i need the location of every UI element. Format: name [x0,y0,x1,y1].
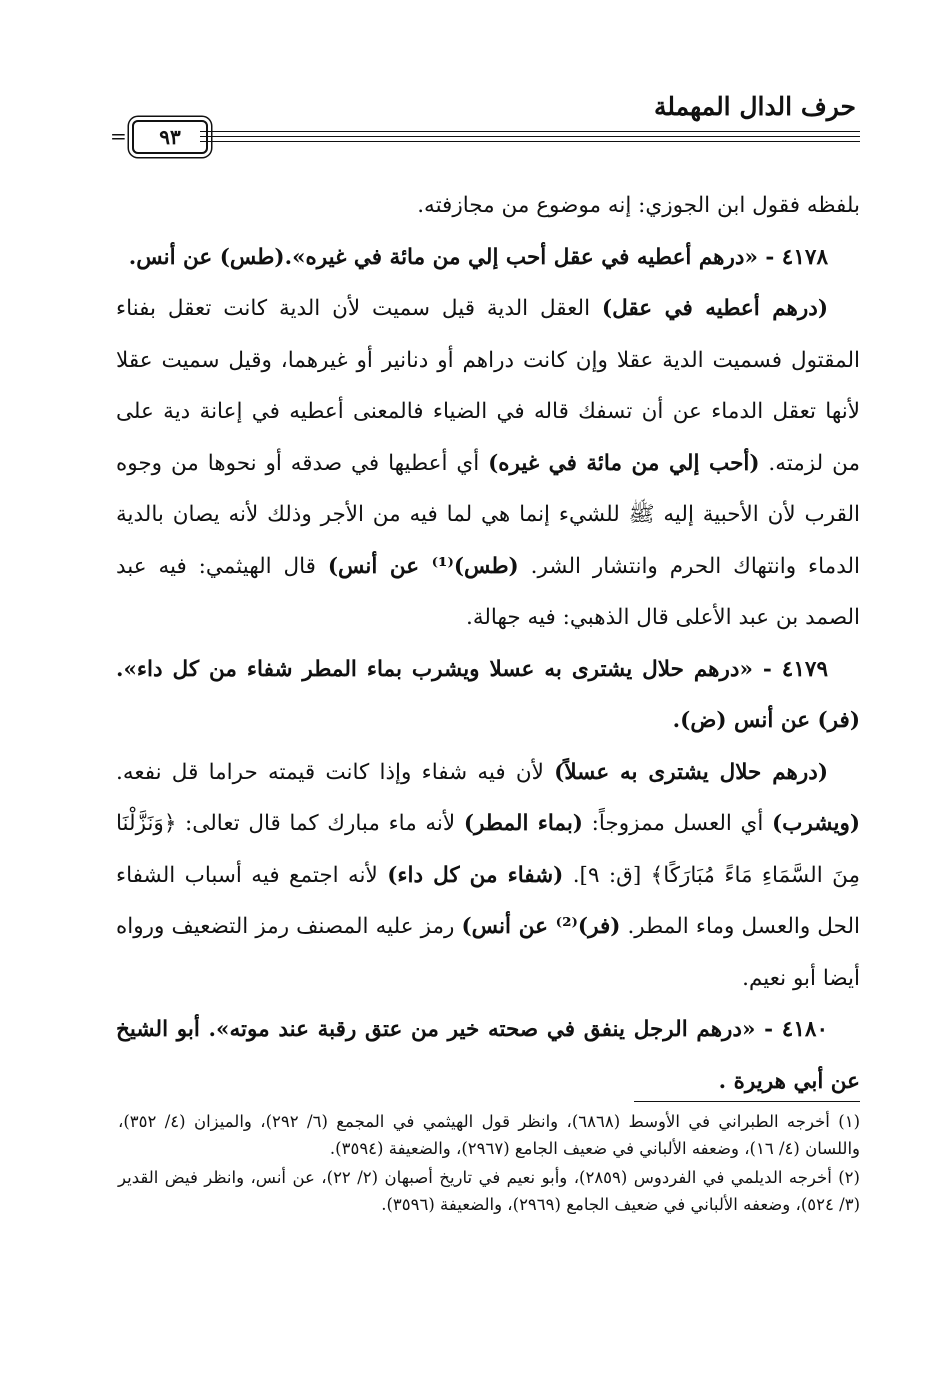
commentary-4179 [116,747,860,1005]
footnote-1: (١) أخرجه الطبراني في الأوسط (٦٨٦٨)، وانظر قول الهيثمي في المجمع (٦/ ٢٩٢)، والميزان (٤/ ٣٥٢)، واللسان (٤/ ١٦)، وضعفه الألباني في ضعيف الجامع (٢٩٦٧)، والضعيفة (٣٥٩٤). [118,1112,860,1158]
hadith-entry-4179: ٤١٧٩ - «درهم حلال يشترى به عسلا ويشرب بماء المطر شفاء من كل داء». (فر) عن أنس (ض). [116,656,860,733]
quoted-phrase: (ويشرب) [772,811,860,836]
quoted-phrase: (شفاء من كل داء) [387,862,564,888]
running-title: حرف الدال المهملة [653,92,856,121]
commentary-text: لأنه اجتمع فيه أسباب الشفاء الحل والعسل وماء المطر. [116,862,860,939]
commentary-text: أي العسل ممزوجاً: [582,811,772,836]
source-reference: (طس)⁽¹⁾ عن أنس) [327,553,519,579]
quoted-phrase: (أحب إلي من مائة في غيره) [488,450,760,476]
footnote-2: (٢) أخرجه الديلمي في الفردوس (٢٨٥٩)، وأبو نعيم في تاريخ أصبهان (٢/ ٢٢)، عن أنس، وانظر فيض القدير (٣/ ٥٢٤)، وضعفه الألباني في ضعيف الجامع (٢٩٦٩)، والضعيفة (٣٥٩٦). [118,1168,860,1214]
rule-line [200,141,860,142]
commentary-text: رمز عليه المصنف رمز التضعيف ورواه أيضا أبو نعيم. [116,914,860,991]
hadith-entry-4178: ٤١٧٨ - «درهم أعطيه في عقل أحب إلي من مائة في غيره».(طس) عن أنس. [128,244,828,270]
rule-line [200,136,860,137]
main-text [116,180,860,1107]
commentary-text: لأنه ماء مبارك كما قال تعالى: ﴿وَنَزَّلْنَا مِنَ السَّمَاءِ مَاءً مُبَارَكًا﴾ [ق: ٩]. [116,811,860,888]
source-reference: (فر)⁽²⁾ عن أنس) [461,914,621,939]
rule-end-ornament: = [110,124,127,148]
commentary-text: العقل الدية قيل سميت لأن الدية كانت تعقل بفناء المقتول فسميت الدية عقلا وإن كانت دراهم أو دنانير أو غيرهما، وقيل سميت عقلا لأنها تعقل الدماء عن أن تسفك قاله في الضياء فالمعنى أعطيه في إعانة دية على من لزمته. [116,296,860,476]
quoted-phrase: (بماء المطر) [463,811,583,836]
header-rule [110,122,860,152]
page-number: ٩٣ [132,120,208,154]
commentary-4178 [116,283,860,644]
rule-line [200,131,860,132]
paragraph-continuation: بلفظه فقول ابن الجوزي: إنه موضوع من مجازفته. [417,193,860,218]
commentary-text: أي أعطيها في صدقه أو نحوها من وجوه القرب لأن الأحبية إليه ﷺ للشيء إنما هي لما فيه من الأجر وذلك لأنه يصان بالدية الدماء وانتهاك الحرم وانتشار الشر. [116,450,861,579]
quoted-phrase: (درهم حلال يشترى به عسلاً) [554,759,828,785]
quoted-phrase: (درهم أعطيه في عقل) [601,296,828,321]
footnotes [118,1108,860,1220]
commentary-text: قال الهيثمي: فيه عبد الصمد بن عبد الأعلى قال الذهبي: فيه جهالة. [116,553,860,630]
footnote-separator [634,1101,860,1102]
commentary-text: لأن فيه شفاء وإذا كانت قيمته حراما قل نفعه. [116,759,555,785]
hadith-entry-4180: ٤١٨٠ - «درهم الرجل ينفق في صحته خير من عتق رقبة عند موته». أبو الشيخ عن أبي هريرة . [116,1017,860,1094]
